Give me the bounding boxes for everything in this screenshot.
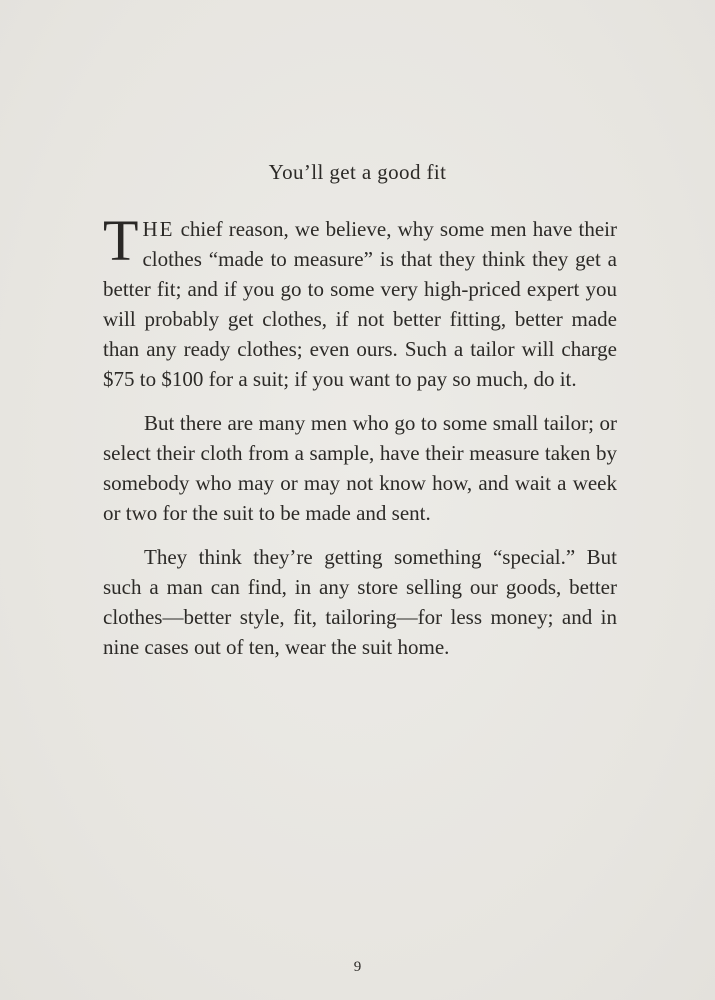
drop-cap: T bbox=[103, 208, 139, 273]
small-caps-lead: HE bbox=[142, 217, 175, 241]
body-text bbox=[103, 208, 617, 676]
paragraph-2: But there are many men who go to some small tailor; or select their cloth from a sample, have their measure taken by somebody who may or may not know how, and wait a week or two for the suit to be made and sent. bbox=[103, 411, 617, 525]
paragraph-3: They think they’re getting something “special.” But such a man can find, in any store selling our goods, better clothes—better style, fit, tailoring—for less money; and in nine cases out of ten, wear the suit home. bbox=[103, 545, 617, 659]
page-number: 9 bbox=[353, 959, 362, 975]
paragraph-1 bbox=[103, 208, 617, 394]
page-title: You’ll get a good fit bbox=[268, 160, 447, 184]
paragraph-1-text: chief reason, we believe, why some men have their clothes “made to measure” is that they think they get a better fit; and if you go to some very high-priced expert you will probably get clothes, if not better fitting, better made than any ready clothes; even ours. Such a tailor will charge $75 to $100 for a suit; if you want to pay so much, do it. bbox=[103, 217, 617, 391]
